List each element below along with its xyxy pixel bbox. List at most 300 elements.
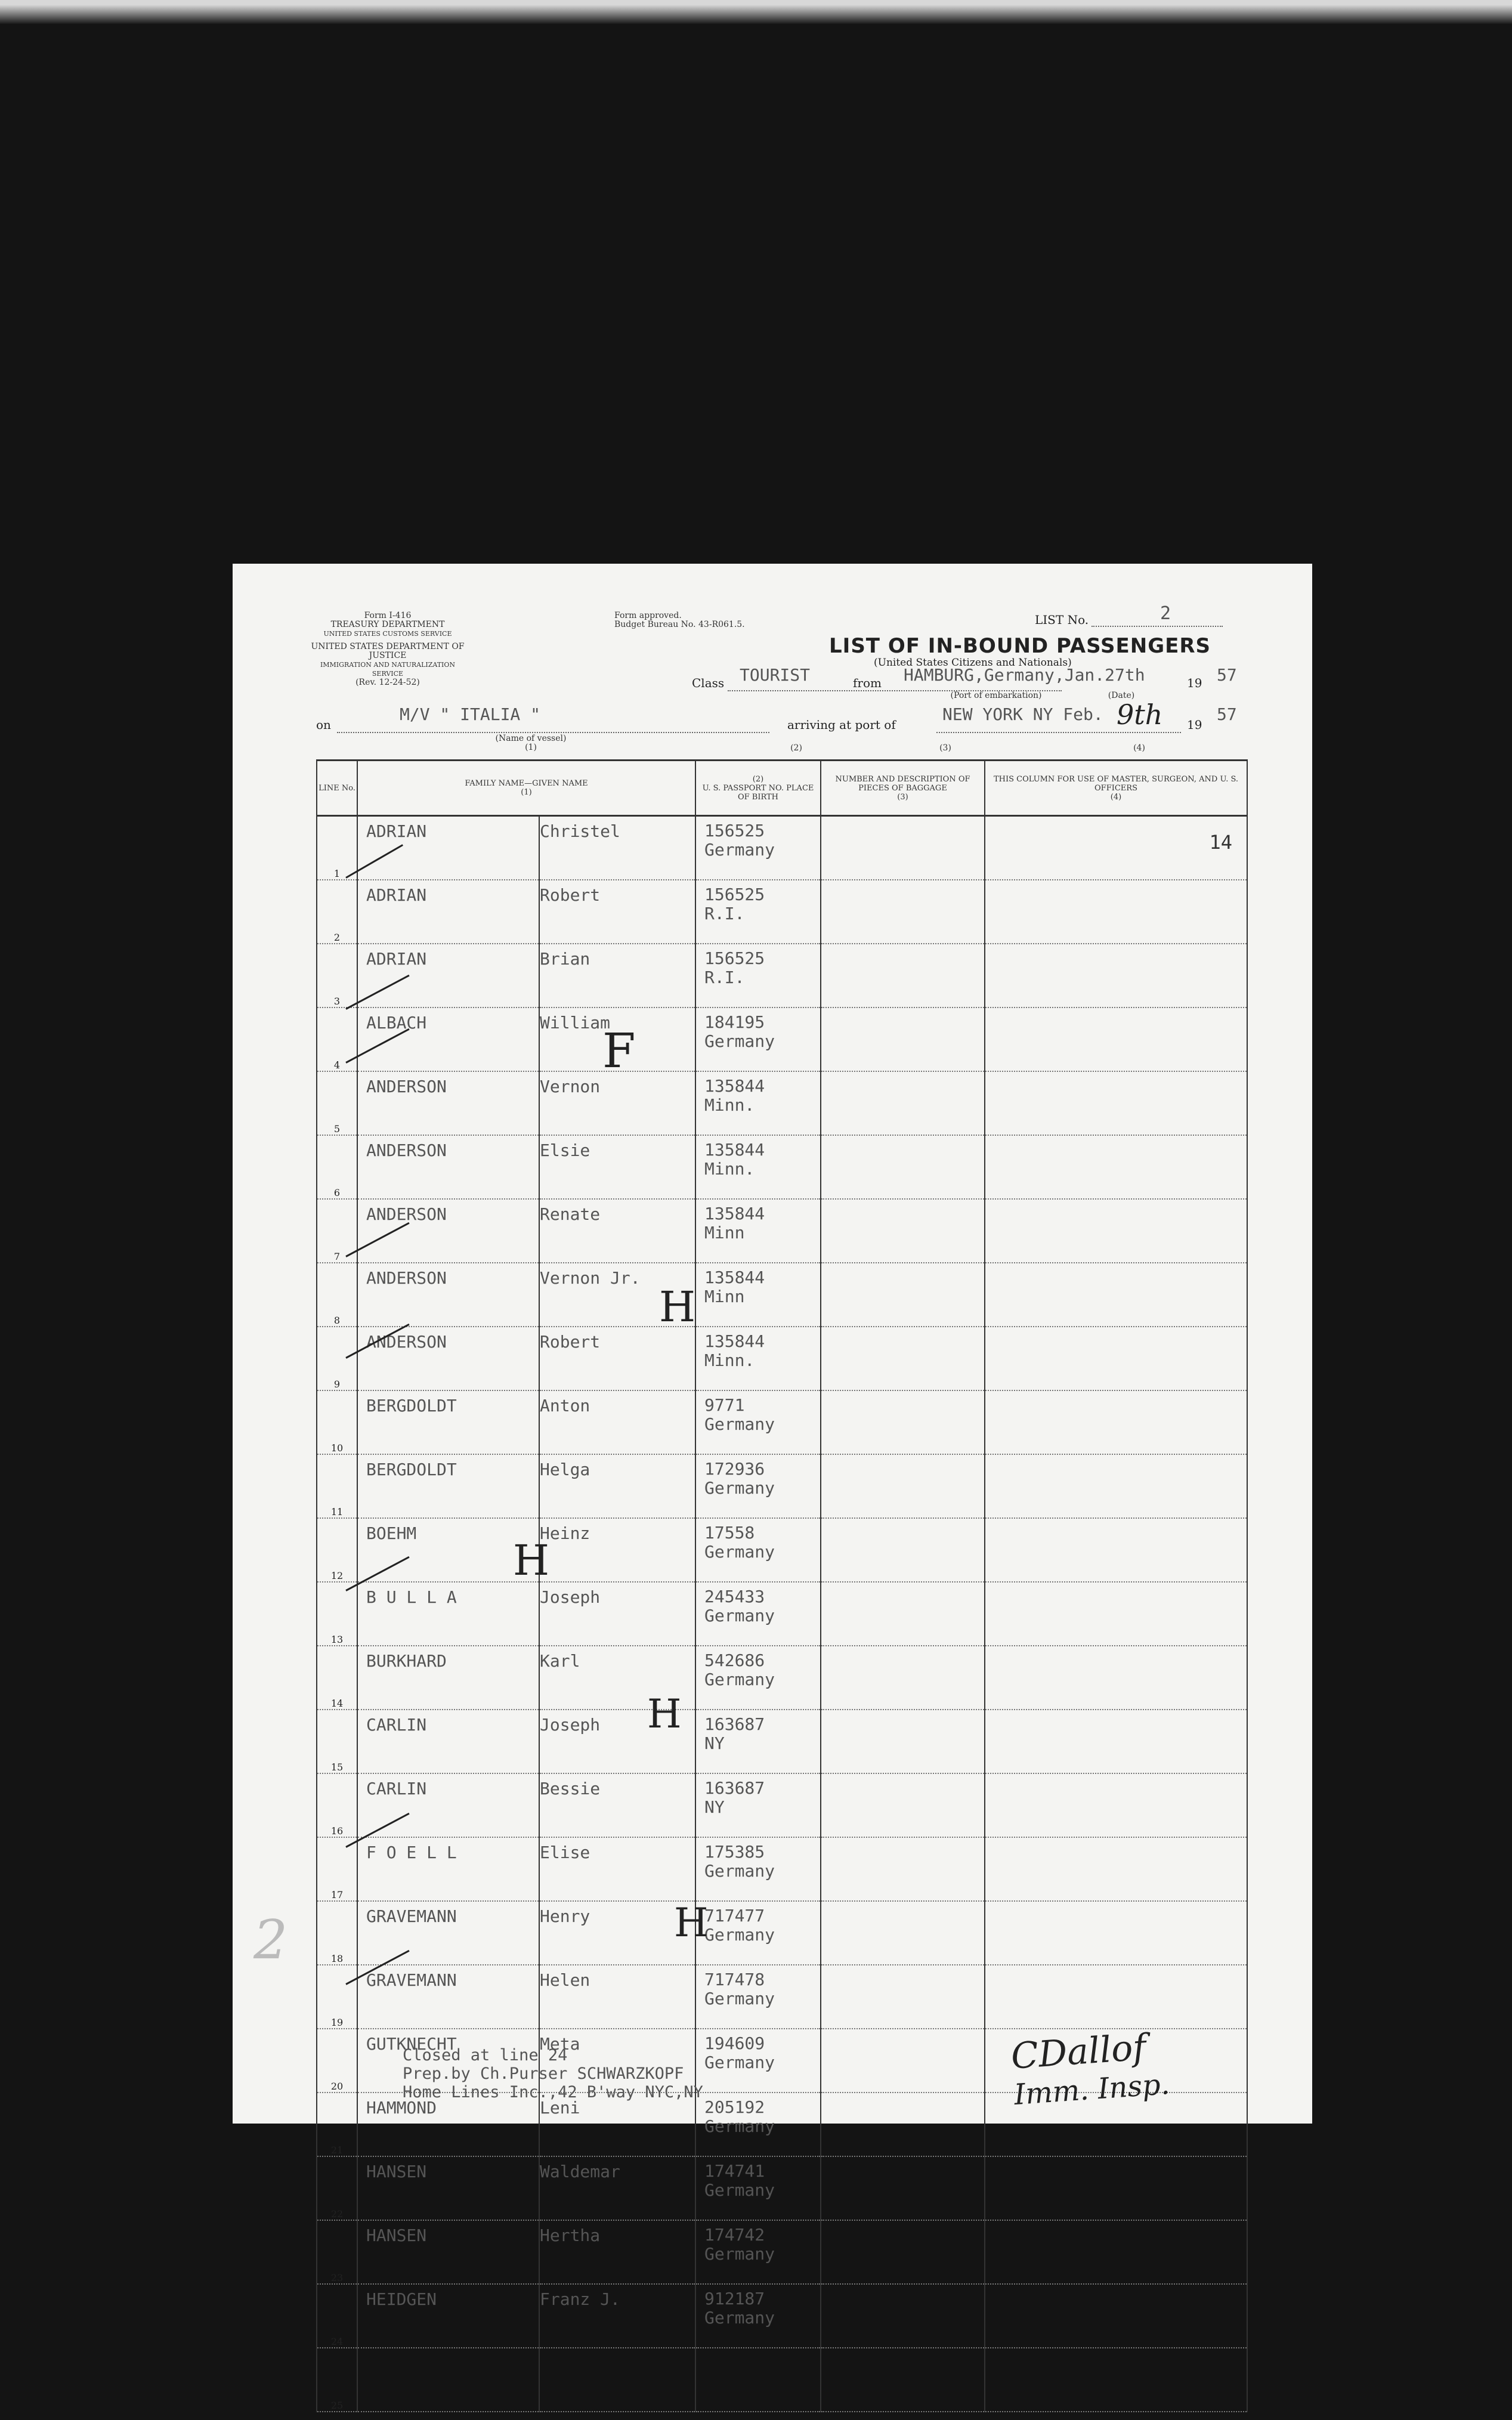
col-officers-header (985, 761, 1247, 816)
line-number: 3 (333, 996, 341, 1007)
family-name: HAMMOND (366, 2098, 437, 2118)
line-number: 2 (333, 932, 341, 943)
passport-cell (695, 1965, 821, 2029)
family-name-cell (357, 2093, 539, 2156)
vessel-caption-text: (Name of vessel) (495, 734, 567, 743)
given-name-cell (539, 1518, 695, 1582)
line-number: 5 (333, 1123, 341, 1135)
given-name-cell (539, 1071, 695, 1135)
officers-cell (985, 816, 1247, 880)
passport-number: 717477 (704, 1906, 765, 1926)
table-row (317, 1390, 1247, 1454)
col-baggage-text: NUMBER AND DESCRIPTION OF PIECES OF BAGGAGE (835, 774, 970, 793)
baggage-cell (821, 880, 985, 944)
passport-number: 542686 (704, 1651, 765, 1670)
form-header-left (304, 611, 471, 638)
line-number: 11 (330, 1506, 344, 1517)
passenger-list-page (233, 564, 1312, 2411)
given-name: Joseph (540, 1587, 601, 1607)
line-number-cell (317, 1582, 357, 1646)
passport-cell (695, 1518, 821, 1582)
given-name: Meta (540, 2034, 580, 2054)
given-name-cell (539, 2220, 695, 2284)
passport-number: 135844 (704, 1204, 765, 1223)
table-row (317, 1071, 1247, 1135)
passport-number: 135844 (704, 1331, 765, 1351)
list-no-value: 2 (1160, 603, 1171, 624)
place-of-birth: Germany (704, 840, 775, 860)
given-name-cell (539, 944, 695, 1007)
line-number-cell (317, 1390, 357, 1454)
family-name-cell (357, 1518, 539, 1582)
passport-number: 172936 (704, 1459, 765, 1479)
family-name: BOEHM (366, 1523, 417, 1543)
approved-text: Form approved. (614, 611, 682, 620)
family-name: ANDERSON (366, 1141, 447, 1160)
form-header-justice (304, 642, 471, 687)
passport-cell (695, 1773, 821, 1837)
family-name: BERGDOLDT (366, 1396, 457, 1415)
baggage-cell (821, 1263, 985, 1327)
family-name-cell (357, 1263, 539, 1327)
place-of-birth: Germany (704, 2180, 775, 2200)
scan-edge (0, 0, 1512, 24)
table-row (317, 1007, 1247, 1071)
baggage-cell (821, 1965, 985, 2029)
passport-number: 135844 (704, 1140, 765, 1160)
passport-cell (695, 880, 821, 944)
treasury-dept: TREASURY DEPARTMENT (330, 620, 445, 629)
passport-cell (695, 2284, 821, 2348)
passport-cell (695, 1837, 821, 1901)
passport-number: 175385 (704, 1842, 765, 1862)
line-number-cell (317, 1007, 357, 1071)
passport-cell (695, 1007, 821, 1071)
baggage-cell (821, 1454, 985, 1518)
passport-cell (695, 1327, 821, 1390)
baggage-cell (821, 1007, 985, 1071)
place-of-birth: Minn (704, 1287, 745, 1306)
year-prefix-2: 19 (1187, 718, 1202, 732)
officers-cell (985, 1901, 1247, 1965)
officers-cell (985, 944, 1247, 1007)
family-name: BURKHARD (366, 1651, 447, 1671)
given-name-cell (539, 1965, 695, 2029)
officers-cell (985, 1007, 1247, 1071)
arriving-label: arriving at port of (787, 718, 896, 732)
inspector-signature: CDallof (1009, 2026, 1148, 2078)
place-of-birth: Germany (704, 1542, 775, 1562)
revision: (Rev. 12-24-52) (355, 678, 420, 687)
budget-bureau: Budget Bureau No. 43-R061.5. (614, 620, 745, 629)
passport-number: 912187 (704, 2289, 765, 2308)
given-name: Waldemar (540, 2162, 620, 2181)
line-number-cell (317, 1710, 357, 1773)
table-row (317, 1199, 1247, 1263)
officers-cell (985, 1582, 1247, 1646)
col-passport-header (695, 761, 821, 816)
passport-cell (695, 1901, 821, 1965)
list-title: LIST OF IN-BOUND PASSENGERS (829, 634, 1211, 658)
baggage-cell (821, 1135, 985, 1199)
place-of-birth: Minn (704, 1223, 745, 1243)
baggage-cell (821, 2284, 985, 2348)
table-row (317, 816, 1247, 880)
table-row (317, 2284, 1247, 2348)
line-number-cell (317, 816, 357, 880)
place-of-birth: Minn. (704, 1350, 755, 1370)
line-number-cell (317, 944, 357, 1007)
passport-cell (695, 816, 821, 880)
caption-3: (3) (939, 743, 951, 753)
date-caption: (Date) (1108, 691, 1135, 700)
justice-dept: UNITED STATES DEPARTMENT OF JUSTICE (311, 642, 465, 660)
family-name: ADRIAN (366, 949, 427, 969)
family-name-cell (357, 1901, 539, 1965)
line-number: 16 (330, 1825, 344, 1837)
officers-cell (985, 1390, 1247, 1454)
family-name: CARLIN (366, 1779, 427, 1798)
family-name: ADRIAN (366, 821, 427, 841)
vessel-value: M/V " ITALIA " (400, 704, 541, 724)
given-name-cell (539, 2156, 695, 2220)
line-number: 8 (333, 1315, 341, 1326)
family-name-cell (357, 1646, 539, 1710)
officers-cell (985, 1454, 1247, 1518)
given-name-cell (539, 1454, 695, 1518)
table-row (317, 2156, 1247, 2220)
table-row (317, 1518, 1247, 1582)
family-name-cell (357, 1837, 539, 1901)
passport-number: 163687 (704, 1714, 765, 1734)
year-value-1: 57 (1217, 665, 1237, 685)
on-label: on (316, 718, 331, 732)
passport-number: 17558 (704, 1523, 755, 1543)
given-name: Franz J. (540, 2289, 620, 2309)
passport-cell (695, 1071, 821, 1135)
given-name: Brian (540, 949, 590, 969)
place-of-birth: Germany (704, 2244, 775, 2264)
line-number: 25 (330, 2400, 344, 2411)
vessel-caption-num: (1) (525, 743, 537, 752)
line-number: 17 (330, 1889, 344, 1900)
col-name-text: FAMILY NAME—GIVEN NAME (465, 779, 588, 788)
family-name-cell (357, 1582, 539, 1646)
baggage-cell (821, 1327, 985, 1390)
passport-cell (695, 1710, 821, 1773)
passport-cell (695, 2156, 821, 2220)
caption-2: (2) (790, 743, 802, 753)
passport-cell (695, 2348, 821, 2412)
given-name-cell (539, 1327, 695, 1390)
col-officers-text: THIS COLUMN FOR USE OF MASTER, SURGEON, AND U. S. OFFICERS (993, 774, 1239, 793)
line-number: 18 (330, 1953, 344, 1964)
given-name-cell (539, 1773, 695, 1837)
family-name: GRAVEMANN (366, 1970, 457, 1990)
passenger-rows (317, 816, 1247, 2412)
col-line-header: LINE No. (317, 761, 357, 816)
officers-cell (985, 1837, 1247, 1901)
passport-number: 156525 (704, 885, 765, 904)
passport-cell (695, 2029, 821, 2093)
arrival-rule (936, 732, 1181, 733)
family-name-cell (357, 880, 539, 944)
baggage-cell (821, 1646, 985, 1710)
baggage-cell (821, 1901, 985, 1965)
table-row (317, 1710, 1247, 1773)
closing-note (403, 2046, 703, 2101)
baggage-cell (821, 2029, 985, 2093)
line-number: 14 (330, 1698, 344, 1709)
baggage-cell (821, 1837, 985, 1901)
line-number: 24 (330, 2336, 344, 2347)
passport-number: 717478 (704, 1970, 765, 1989)
place-of-birth: R.I. (704, 904, 745, 923)
closing-line-1: Closed at line 24 (403, 2046, 568, 2064)
line-number: 21 (330, 2144, 344, 2156)
handwritten-h-2: H (513, 1536, 550, 1585)
given-name-cell (539, 1199, 695, 1263)
family-name-cell (357, 2284, 539, 2348)
table-row (317, 2220, 1247, 2284)
officers-cell (985, 1263, 1247, 1327)
baggage-cell (821, 1773, 985, 1837)
baggage-cell (821, 1582, 985, 1646)
officer-note: 14 (1209, 831, 1232, 854)
line-number-cell (317, 2284, 357, 2348)
closing-line-3: Home Lines Inc.,42 B'way NYC,NY (403, 2083, 703, 2101)
family-name: HANSEN (366, 2226, 427, 2245)
passport-number: 156525 (704, 948, 765, 968)
table-row (317, 1901, 1247, 1965)
officers-cell (985, 1071, 1247, 1135)
vessel-rule (337, 732, 769, 733)
baggage-cell (821, 1710, 985, 1773)
list-subtitle: (United States Citizens and Nationals) (874, 657, 1072, 669)
family-name: BERGDOLDT (366, 1460, 457, 1479)
arrival-value: NEW YORK NY Feb. (942, 704, 1103, 724)
customs-service: UNITED STATES CUSTOMS SERVICE (323, 630, 452, 638)
col-name-num: (1) (521, 788, 532, 797)
passport-number: 135844 (704, 1268, 765, 1287)
officers-cell (985, 1965, 1247, 2029)
form-number: Form I-416 (364, 611, 412, 620)
line-number-cell (317, 1263, 357, 1327)
officers-cell (985, 2220, 1247, 2284)
table-row (317, 2348, 1247, 2412)
line-number: 15 (330, 1761, 344, 1773)
passport-cell (695, 1454, 821, 1518)
handwritten-h-3: H (647, 1691, 682, 1737)
table-row (317, 880, 1247, 944)
line-number: 20 (330, 2081, 344, 2092)
given-name: Elise (540, 1843, 590, 1862)
place-of-birth: R.I. (704, 968, 745, 987)
line-number-cell (317, 1837, 357, 1901)
line-number-cell (317, 880, 357, 944)
passport-cell (695, 1646, 821, 1710)
family-name: HEIDGEN (366, 2289, 437, 2309)
officers-cell (985, 1327, 1247, 1390)
given-name: Karl (540, 1651, 580, 1671)
given-name-cell (539, 2093, 695, 2156)
passport-number: 156525 (704, 821, 765, 840)
closing-line-2: Prep.by Ch.Purser SCHWARZKOPF (403, 2064, 684, 2083)
line-number-cell (317, 1071, 357, 1135)
place-of-birth: Germany (704, 2053, 775, 2072)
ins-service: IMMIGRATION AND NATURALIZATION SERVICE (320, 661, 456, 678)
table-row (317, 944, 1247, 1007)
family-name: ANDERSON (366, 1204, 447, 1224)
line-number-cell (317, 1454, 357, 1518)
given-name: Hertha (540, 2226, 601, 2245)
family-name: ANDERSON (366, 1268, 447, 1288)
table-row (317, 1773, 1247, 1837)
table-row (317, 1646, 1247, 1710)
given-name: William (540, 1013, 611, 1033)
line-number-cell (317, 2156, 357, 2220)
vessel-caption (483, 734, 579, 752)
col-baggage-header (821, 761, 985, 816)
table-header-row (317, 761, 1247, 816)
class-label: Class (692, 676, 725, 690)
passport-number: 135844 (704, 1076, 765, 1096)
baggage-cell (821, 1518, 985, 1582)
given-name-cell (539, 1390, 695, 1454)
line-number: 4 (333, 1059, 341, 1071)
place-of-birth: Germany (704, 1925, 775, 1945)
family-name-cell (357, 1199, 539, 1263)
line-number: 13 (330, 1634, 344, 1645)
baggage-cell (821, 1199, 985, 1263)
baggage-cell (821, 944, 985, 1007)
port-caption: (Port of embarkation) (950, 691, 1042, 700)
given-name: Leni (540, 2098, 580, 2118)
list-no-rule (1092, 626, 1223, 627)
baggage-cell (821, 2093, 985, 2156)
year-value-2: 57 (1217, 704, 1237, 724)
handwritten-h-4: H (674, 1900, 709, 1946)
line-number: 1 (333, 868, 341, 879)
col-officers-num: (4) (1110, 792, 1122, 802)
line-number: 12 (330, 1570, 344, 1581)
family-name: HANSEN (366, 2162, 427, 2181)
given-name: Christel (540, 821, 620, 841)
place-of-birth: NY (704, 1733, 725, 1753)
place-of-birth: Germany (704, 1670, 775, 1689)
passport-number: 163687 (704, 1778, 765, 1798)
baggage-cell (821, 816, 985, 880)
family-name: GRAVEMANN (366, 1906, 457, 1926)
line-number-cell (317, 2220, 357, 2284)
table-row (317, 1454, 1247, 1518)
passport-cell (695, 1135, 821, 1199)
line-number: 7 (333, 1251, 341, 1262)
passport-number: 245433 (704, 1587, 765, 1606)
given-name-cell (539, 816, 695, 880)
baggage-cell (821, 2348, 985, 2412)
given-name: Elsie (540, 1141, 590, 1160)
given-name: Helga (540, 1460, 590, 1479)
passport-cell (695, 2093, 821, 2156)
family-name: F O E L L (366, 1843, 457, 1862)
passport-number: 205192 (704, 2097, 765, 2117)
baggage-cell (821, 2156, 985, 2220)
table-row (317, 1837, 1247, 1901)
margin-number: 2 (253, 1909, 288, 1971)
arrival-day-handwritten: 9th (1117, 699, 1163, 731)
given-name-cell (539, 1901, 695, 1965)
col-name-header (357, 761, 695, 816)
given-name-cell (539, 2348, 695, 2412)
from-label: from (853, 676, 882, 690)
family-name-cell (357, 1454, 539, 1518)
given-name: Bessie (540, 1779, 601, 1798)
form-approval (614, 611, 769, 629)
given-name-cell (539, 1582, 695, 1646)
family-name-cell (357, 816, 539, 880)
line-number-cell (317, 1965, 357, 2029)
family-name: GUTKNECHT (366, 2034, 457, 2054)
place-of-birth: Minn. (704, 1095, 755, 1115)
baggage-cell (821, 1390, 985, 1454)
family-name: ANDERSON (366, 1077, 447, 1096)
line-number-cell (317, 1901, 357, 1965)
place-of-birth: Germany (704, 1031, 775, 1051)
family-name-cell (357, 1390, 539, 1454)
line-number-cell (317, 2093, 357, 2156)
place-of-birth: NY (704, 1797, 725, 1817)
given-name-cell (539, 1837, 695, 1901)
caption-4: (4) (1133, 743, 1145, 753)
family-name: ADRIAN (366, 885, 427, 905)
officers-cell (985, 880, 1247, 944)
given-name: Robert (540, 1332, 601, 1352)
given-name-cell (539, 880, 695, 944)
line-number-cell (317, 1518, 357, 1582)
line-number: 23 (330, 2272, 344, 2283)
family-name-cell (357, 2348, 539, 2412)
place-of-birth: Minn. (704, 1159, 755, 1179)
given-name: Heinz (540, 1523, 590, 1543)
given-name: Vernon Jr. (540, 1268, 641, 1288)
line-number-cell (317, 2029, 357, 2093)
family-name: CARLIN (366, 1715, 427, 1735)
officers-cell (985, 1135, 1247, 1199)
line-number: 10 (330, 1442, 344, 1454)
family-name-cell (357, 1071, 539, 1135)
baggage-cell (821, 2220, 985, 2284)
passport-number: 174742 (704, 2225, 765, 2245)
place-of-birth: Germany (704, 1478, 775, 1498)
officers-cell (985, 1773, 1247, 1837)
place-of-birth: Germany (704, 2116, 775, 2136)
passport-number: 9771 (704, 1395, 745, 1415)
family-name: B U L L A (366, 1587, 457, 1607)
given-name-cell (539, 2284, 695, 2348)
line-number: 19 (330, 2017, 344, 2028)
passport-number: 184195 (704, 1012, 765, 1032)
officers-cell (985, 2284, 1247, 2348)
handwritten-h-1: H (659, 1282, 696, 1331)
given-name-cell (539, 1135, 695, 1199)
place-of-birth: Germany (704, 2308, 775, 2328)
line-number-cell (317, 1773, 357, 1837)
table-row (317, 1965, 1247, 2029)
from-value: HAMBURG,Germany,Jan.27th (904, 665, 1145, 685)
place-of-birth: Germany (704, 1414, 775, 1434)
passenger-table (316, 759, 1248, 2412)
